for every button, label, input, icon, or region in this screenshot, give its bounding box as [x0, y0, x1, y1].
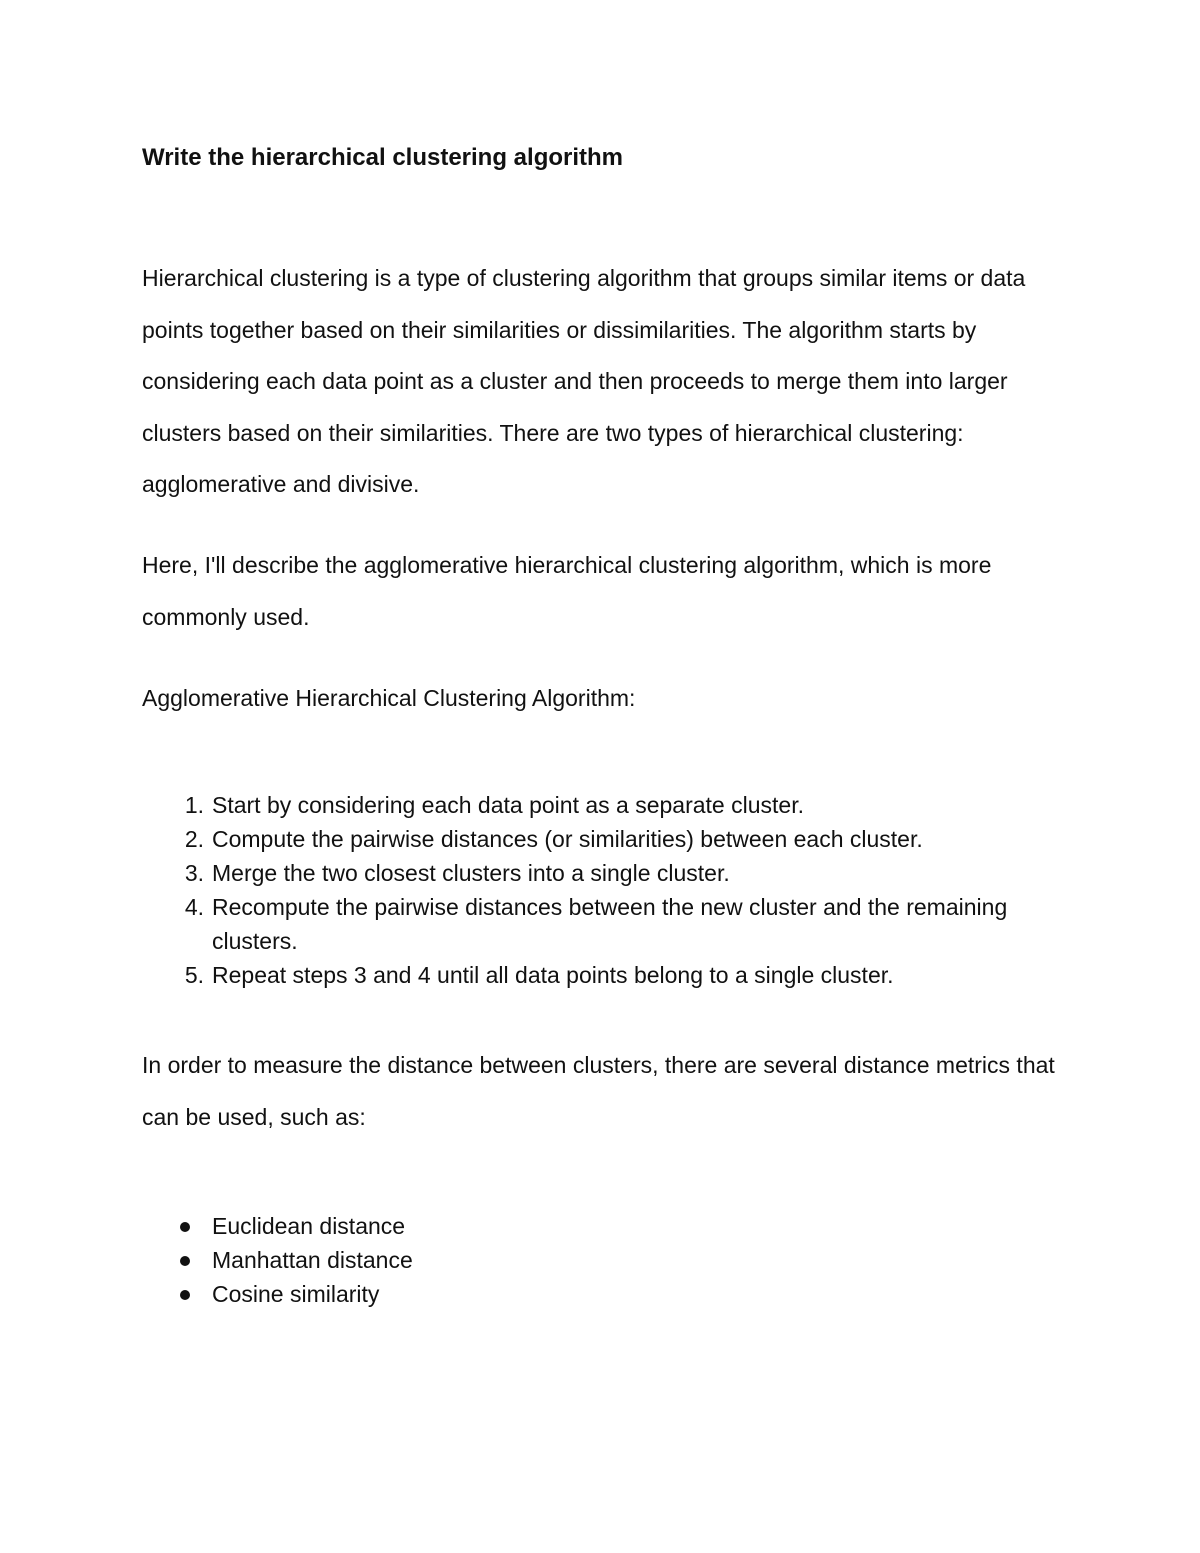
step-text: Compute the pairwise distances (or similarities) between each cluster. — [212, 826, 923, 852]
description-paragraph: Here, I'll describe the agglomerative hierarchical clustering algorithm, which is more commonly used. — [142, 552, 992, 630]
bullet-icon — [180, 1290, 190, 1300]
step-text: Merge the two closest clusters into a single cluster. — [212, 860, 730, 886]
metric-item — [142, 1277, 1072, 1311]
metric-text: Cosine similarity — [212, 1281, 380, 1307]
metric-item — [142, 1243, 1072, 1277]
step-text: Start by considering each data point as a separate cluster. — [212, 792, 804, 818]
step-number: 4. — [184, 894, 204, 920]
metric-text: Euclidean distance — [212, 1213, 406, 1239]
distance-metrics-list — [142, 1209, 1072, 1311]
step-number: 1. — [184, 792, 204, 818]
algorithm-heading: Agglomerative Hierarchical Clustering Algorithm: — [142, 685, 636, 711]
step-text: Recompute the pairwise distances between the new cluster and the remaining clusters. — [212, 894, 1008, 954]
intro-paragraph: Hierarchical clustering is a type of clustering algorithm that groups similar items or data points together based on their similarities or dissimilarities. The algorithm starts by considering each data point as a cluster and then proceeds to merge them into larger clusters based on their similarities. There are two types of hierarchical clustering: agglomerative and divisive. — [142, 265, 1026, 497]
bullet-icon — [180, 1222, 190, 1232]
step-item — [142, 822, 1072, 856]
step-item — [142, 788, 1072, 822]
step-item — [142, 856, 1072, 890]
metric-item — [142, 1209, 1072, 1243]
algorithm-steps-list — [142, 788, 1072, 992]
document-title: Write the hierarchical clustering algorithm — [142, 144, 624, 171]
bullet-icon — [180, 1256, 190, 1266]
step-number: 5. — [184, 962, 204, 988]
step-item — [142, 958, 1072, 992]
step-number: 2. — [184, 826, 204, 852]
step-number: 3. — [184, 860, 204, 886]
metric-text: Manhattan distance — [212, 1247, 413, 1273]
step-item — [142, 890, 1072, 958]
metrics-intro-paragraph: In order to measure the distance between clusters, there are several distance metrics that can be used, such as: — [142, 1052, 1055, 1130]
step-text: Repeat steps 3 and 4 until all data points belong to a single cluster. — [212, 962, 894, 988]
